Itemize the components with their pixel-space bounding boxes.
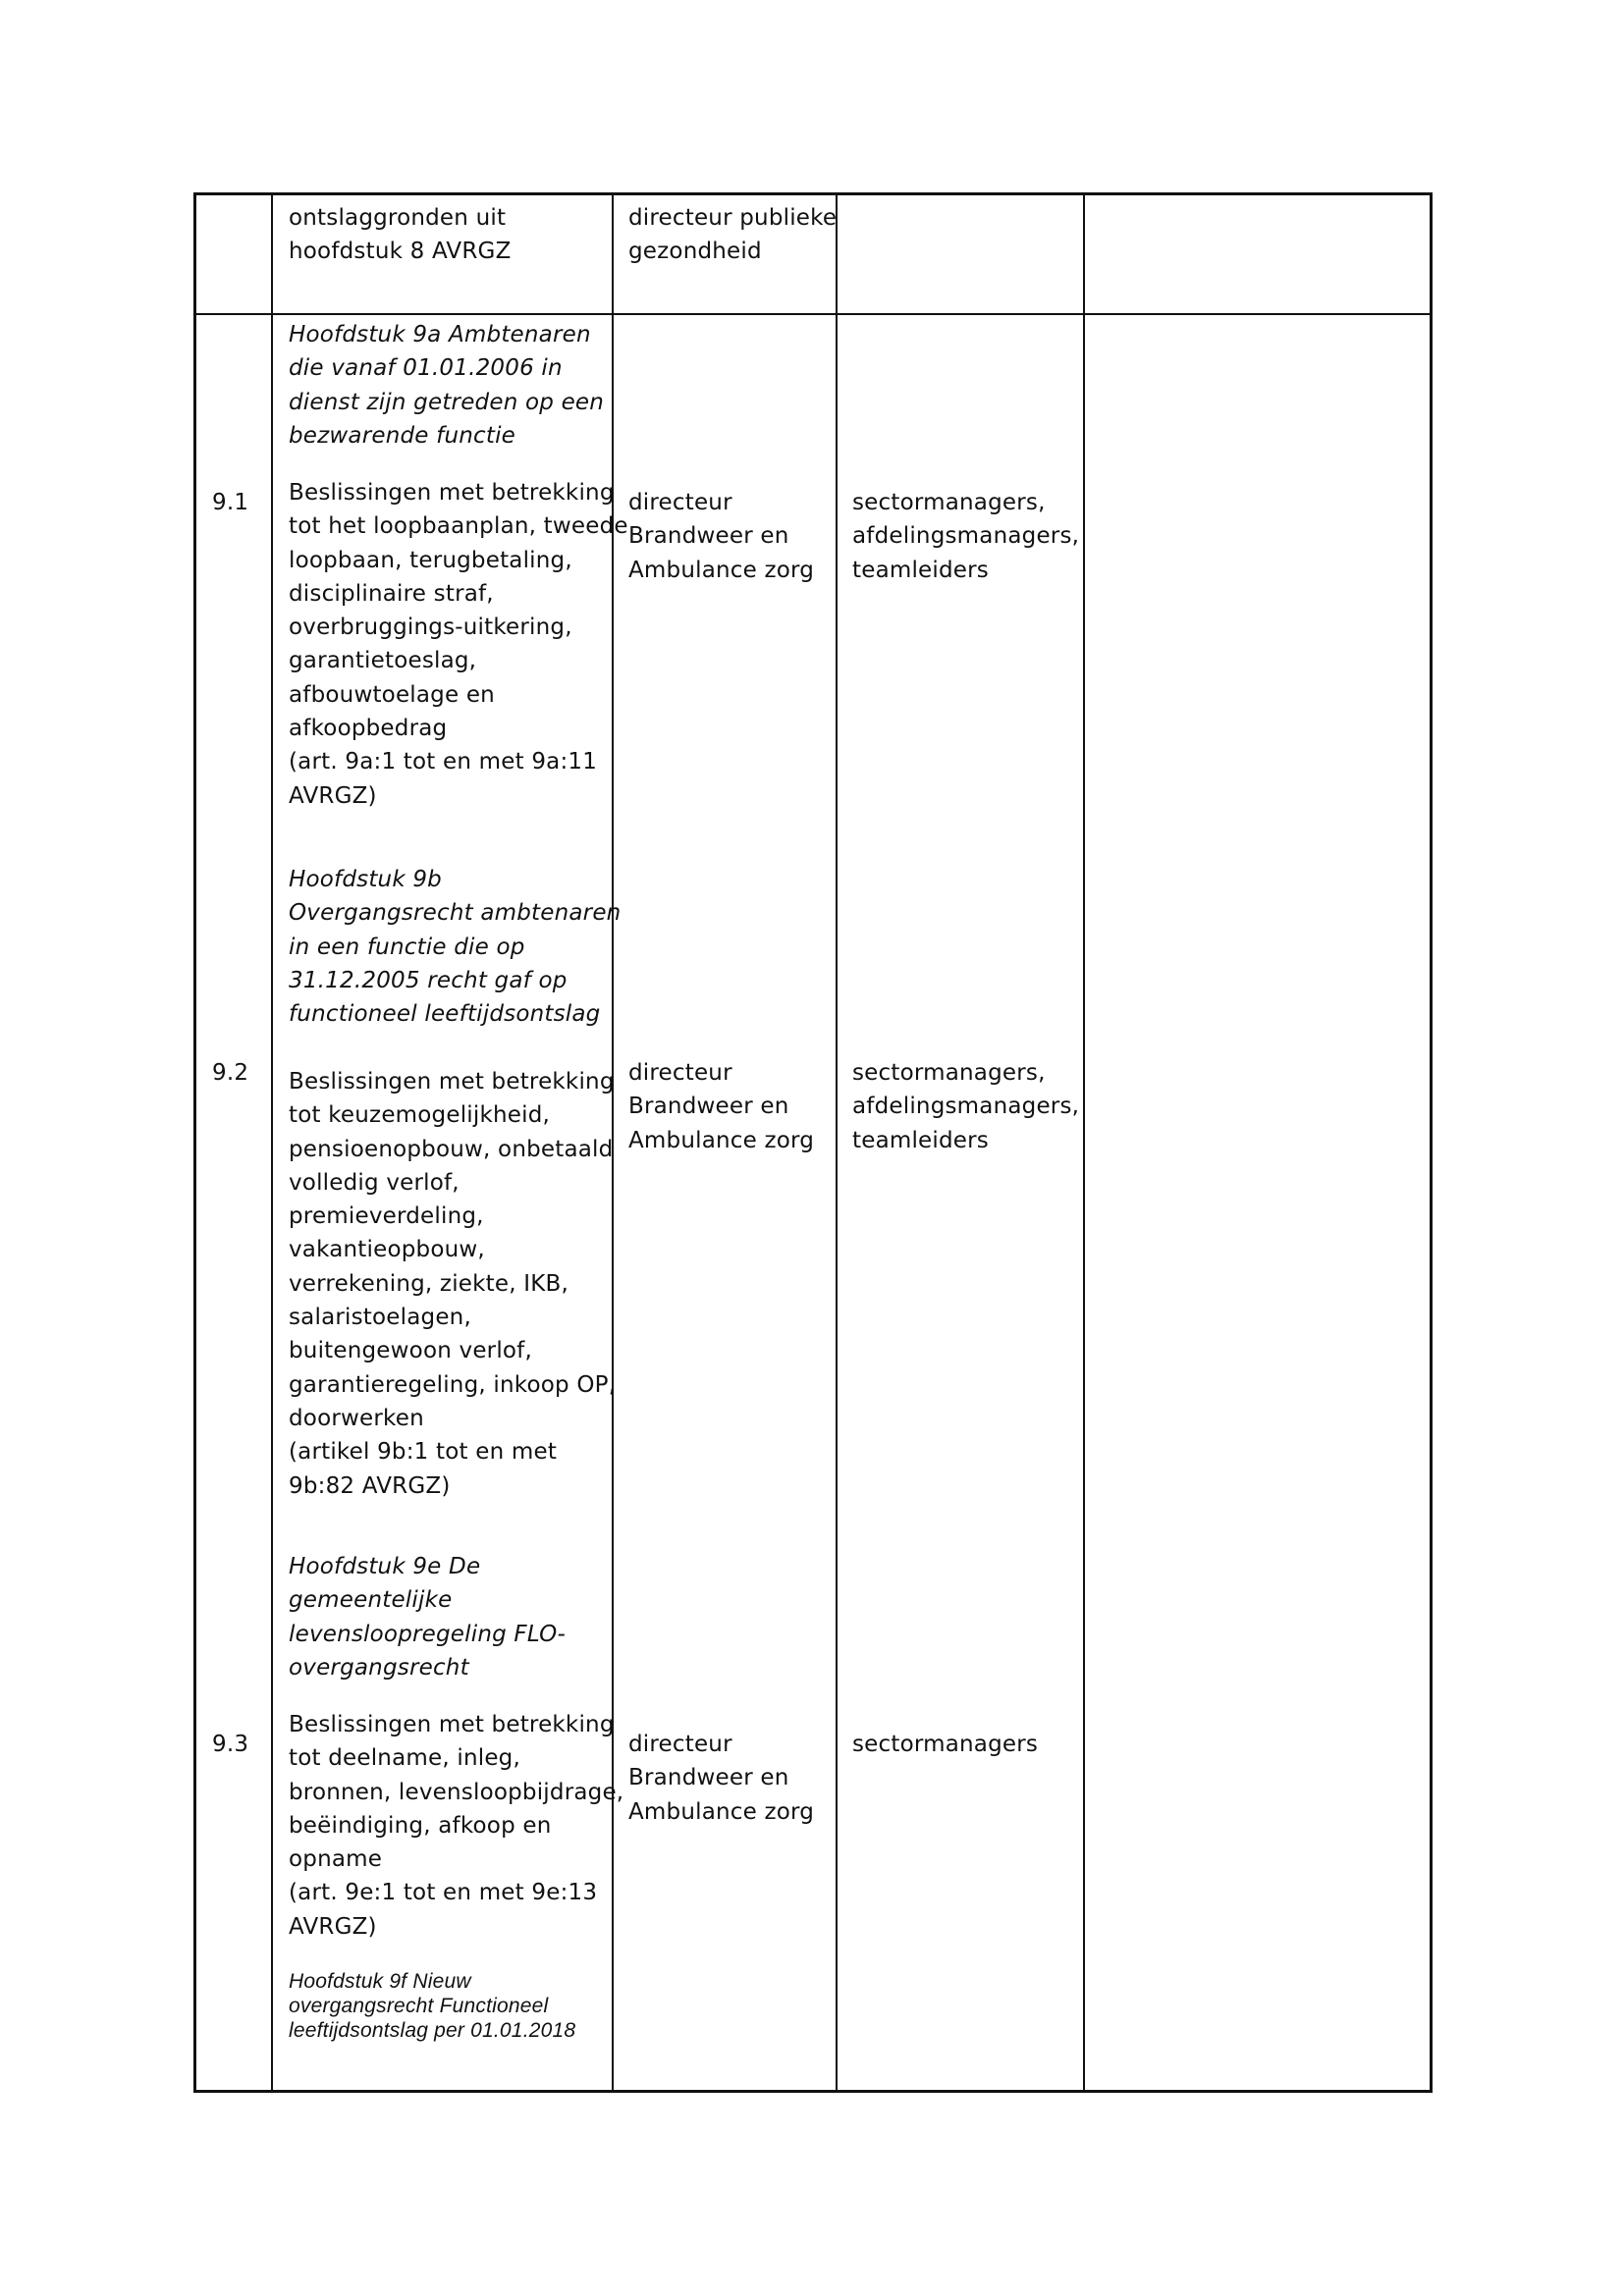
column-divider xyxy=(271,192,273,2093)
item-submandated-9-3: sectormanagers xyxy=(852,1732,1039,1757)
item-number-9-1: 9.1 xyxy=(212,490,249,515)
column-divider xyxy=(836,192,838,2093)
item-submandated-9-1: sectormanagers, afdelingsmanagers, teamleiders xyxy=(852,490,1080,583)
heading-9f: Hoofdstuk 9f Nieuw overgangsrecht Functioneel leeftijdsontslag per 01.01.2018 xyxy=(289,1970,576,2042)
heading-9a: Hoofdstuk 9a Ambtenaren die vanaf 01.01.2006 in dienst zijn getreden op een bezwarende functie xyxy=(289,322,605,449)
heading-9b: Hoofdstuk 9b Overgangsrecht ambtenaren in een functie die op 31.12.2005 recht gaf op functioneel leeftijdsontslag xyxy=(289,867,622,1028)
row0-mandated: directeur publieke gezondheid xyxy=(628,205,838,265)
item-mandated-9-2: directeur Brandweer en Ambulance zorg xyxy=(628,1060,815,1153)
item-submandated-9-2: sectormanagers, afdelingsmanagers, teamleiders xyxy=(852,1060,1080,1153)
item-description-9-2: Beslissingen met betrekking tot keuzemogelijkheid, pensioenopbouw, onbetaald volledig verlof, premieverdeling, vakantieopbouw, verrekening, ziekte, IKB, salaristoelagen, buitengewoon verlof, garantieregeling, inkoop OP, doorwerken (artikel 9b:1 tot en met 9b:82 AVRGZ) xyxy=(289,1069,617,1499)
item-mandated-9-1: directeur Brandweer en Ambulance zorg xyxy=(628,490,815,583)
item-number-9-2: 9.2 xyxy=(212,1060,249,1086)
item-description-9-3: Beslissingen met betrekking tot deelname, inleg, bronnen, levensloopbijdrage, beëindiging, afkoop en opname (art. 9e:1 tot en met 9e:13 AVRGZ) xyxy=(289,1712,624,1940)
row0-description: ontslaggronden uit hoofdstuk 8 AVRGZ xyxy=(289,205,512,265)
row-divider xyxy=(196,313,1430,315)
item-number-9-3: 9.3 xyxy=(212,1732,249,1757)
mandate-table xyxy=(193,192,1433,2093)
item-description-9-1: Beslissingen met betrekking tot het loopbaanplan, tweede loopbaan, terugbetaling, disciplinaire straf, overbruggings-uitkering, garantietoeslag, afbouwtoelage en afkoopbedrag (art. 9a:1 tot en met 9a:11 AVRGZ) xyxy=(289,480,628,809)
item-mandated-9-3: directeur Brandweer en Ambulance zorg xyxy=(628,1732,815,1825)
heading-9e: Hoofdstuk 9e De gemeentelijke levensloopregeling FLO- overgangsrecht xyxy=(289,1554,566,1681)
column-divider xyxy=(1083,192,1085,2093)
